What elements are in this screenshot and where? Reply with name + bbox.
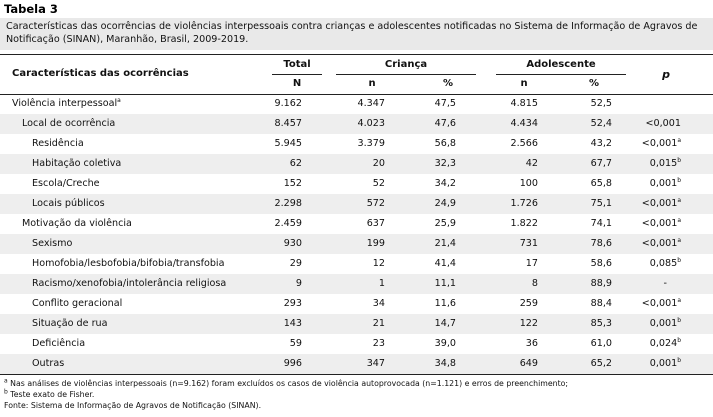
cell-crianca-pct: 14,7: [434, 318, 456, 329]
row-label-text: Deficiência: [32, 338, 86, 349]
cell-adolescente-n: 100: [519, 178, 538, 189]
cell-adolescente-pct: 58,6: [590, 258, 612, 269]
row-label-text: Outras: [32, 358, 65, 369]
cell-crianca-n: 637: [366, 218, 385, 229]
cell-crianca-pct: 11,6: [434, 298, 456, 309]
cell-total: 996: [283, 358, 302, 369]
table-row: [0, 134, 713, 154]
cell-p-sup: b: [677, 356, 681, 364]
cell-adolescente-pct: 52,4: [590, 118, 612, 129]
cell-total: 5.945: [274, 138, 302, 149]
header-characteristics: Características das ocorrências: [12, 68, 189, 79]
header-adolescente-pct: %: [588, 78, 600, 89]
cell-p-sup: b: [677, 256, 681, 264]
cell-p: [650, 178, 681, 189]
cell-crianca-pct: 47,6: [434, 118, 456, 129]
table-row: [0, 174, 713, 194]
cell-total: 152: [283, 178, 302, 189]
row-label: [32, 258, 224, 269]
cell-adolescente-n: 4.434: [510, 118, 538, 129]
row-label-text: Racismo/xenofobia/intolerância religiosa: [32, 278, 227, 289]
footnote-b: [4, 389, 568, 400]
cell-crianca-n: 1: [378, 278, 385, 289]
cell-p-text: 0,024: [649, 338, 678, 349]
cell-total: 9.162: [274, 98, 302, 109]
cell-crianca-pct: 34,8: [434, 358, 456, 369]
footnote-a: [4, 378, 568, 389]
cell-p-sup: a: [677, 196, 681, 204]
row-label-text: Residência: [32, 138, 84, 149]
header-crianca-n: n: [368, 78, 376, 89]
cell-adolescente-pct: 75,1: [590, 198, 612, 209]
cell-p-sup: a: [677, 296, 681, 304]
cell-p: [642, 138, 681, 149]
cell-crianca-pct: 39,0: [434, 338, 456, 349]
cell-crianca-n: 21: [372, 318, 385, 329]
row-label: [32, 278, 226, 289]
table-row: [0, 234, 713, 254]
cell-adolescente-pct: 78,6: [590, 238, 612, 249]
row-label-text: Motivação da violência: [22, 218, 132, 229]
row-label-text: Situação de rua: [32, 318, 108, 329]
row-label-text: Sexismo: [32, 238, 73, 249]
cell-adolescente-pct: 88,9: [590, 278, 612, 289]
table-row: [0, 354, 713, 374]
cell-crianca-n: 572: [366, 198, 385, 209]
header-total-n: N: [292, 78, 302, 89]
footnote-source: Fonte: Sistema de Informação de Agravos de Notificação (SINAN).: [4, 401, 262, 410]
cell-adolescente-n: 122: [519, 318, 538, 329]
cell-adolescente-pct: 61,0: [590, 338, 612, 349]
cell-p: [642, 298, 681, 309]
top-rule: [0, 54, 713, 55]
table-row: [0, 254, 713, 274]
header-adolescente: Adolescente: [526, 59, 596, 70]
cell-p-text: <0,001: [641, 138, 678, 149]
cell-adolescente-n: 1.726: [510, 198, 538, 209]
cell-crianca-pct: 11,1: [434, 278, 456, 289]
cell-crianca-pct: 32,3: [434, 158, 456, 169]
cell-p-text: <0,001: [641, 198, 678, 209]
cell-adolescente-pct: 65,2: [590, 358, 612, 369]
cell-p-text: <0,001: [641, 218, 678, 229]
cell-adolescente-n: 2.566: [510, 138, 538, 149]
cell-p-text: <0,001: [641, 238, 678, 249]
row-label: [22, 118, 115, 129]
cell-p-text: <0,001: [645, 118, 681, 129]
cell-total: 2.298: [274, 198, 302, 209]
cell-p: [650, 318, 681, 329]
cell-crianca-n: 23: [372, 338, 385, 349]
caption-box: [0, 18, 713, 50]
cell-adolescente-n: 731: [519, 238, 538, 249]
row-label: [32, 138, 84, 149]
header-crianca-pct: %: [442, 78, 454, 89]
cell-adolescente-n: 36: [525, 338, 538, 349]
cell-p: [645, 118, 681, 129]
cell-p-text: <0,001: [641, 298, 678, 309]
cell-crianca-n: 4.347: [357, 98, 385, 109]
header-p: p: [662, 68, 670, 81]
row-label-text: Habitação coletiva: [32, 158, 122, 169]
row-label: [32, 338, 85, 349]
row-label: [32, 238, 72, 249]
row-label-text: Violência interpessoal: [12, 98, 118, 109]
cell-p-text: 0,015: [649, 158, 678, 169]
cell-p: [650, 158, 681, 169]
cell-p: [650, 358, 681, 369]
cell-total: 8.457: [274, 118, 302, 129]
footnote-b-text: Teste exato de Fisher.: [7, 390, 95, 399]
row-label: [32, 298, 122, 309]
cell-crianca-pct: 47,5: [434, 98, 456, 109]
crianca-group-rule: [336, 74, 476, 75]
cell-p-sup: b: [677, 336, 681, 344]
row-label-text: Escola/Creche: [32, 178, 100, 189]
row-label: [22, 218, 132, 229]
adolescente-group-rule: [496, 74, 626, 75]
cell-total: 59: [289, 338, 302, 349]
footnote-b-marker: b: [4, 388, 8, 396]
cell-crianca-n: 20: [372, 158, 385, 169]
cell-adolescente-pct: 65,8: [590, 178, 612, 189]
row-label: [32, 158, 121, 169]
table-row: [0, 334, 713, 354]
cell-total: 143: [283, 318, 302, 329]
cell-p: [650, 258, 681, 269]
cell-total: 293: [283, 298, 302, 309]
table-footnotes: [4, 378, 568, 411]
cell-p-sup: b: [677, 176, 681, 184]
cell-adolescente-pct: 67,7: [590, 158, 612, 169]
cell-crianca-n: 4.023: [357, 118, 385, 129]
row-label-text: Conflito geracional: [32, 298, 123, 309]
cell-crianca-pct: 34,2: [434, 178, 456, 189]
header-crianca: Criança: [384, 59, 428, 70]
row-label: [12, 98, 121, 109]
cell-p-sup: a: [677, 236, 681, 244]
cell-p-text: 0,001: [649, 178, 678, 189]
footnote-a-marker: a: [4, 377, 8, 385]
cell-adolescente-n: 4.815: [510, 98, 538, 109]
cell-crianca-n: 12: [372, 258, 385, 269]
cell-total: 2.459: [274, 218, 302, 229]
cell-p-text: 0,085: [649, 258, 678, 269]
footnote-a-text: Nas análises de violências interpessoais (n=9.162) foram excluídos os casos de violência autoprovocada (n=1.121) e erros de preenchimento;: [7, 379, 569, 388]
cell-adolescente-n: 1.822: [510, 218, 538, 229]
cell-adolescente-n: 17: [525, 258, 538, 269]
cell-adolescente-n: 42: [525, 158, 538, 169]
row-label-text: Locais públicos: [32, 198, 105, 209]
cell-crianca-pct: 41,4: [434, 258, 456, 269]
cell-crianca-pct: 21,4: [434, 238, 456, 249]
cell-p-sup: b: [677, 316, 681, 324]
row-label: [32, 318, 108, 329]
cell-p-sup: a: [677, 136, 681, 144]
table-row: [0, 314, 713, 334]
cell-crianca-n: 3.379: [357, 138, 385, 149]
row-label: [32, 358, 64, 369]
header-total: Total: [283, 59, 311, 70]
total-group-rule: [272, 74, 322, 75]
cell-p-text: -: [663, 278, 667, 289]
cell-p-sup: a: [677, 216, 681, 224]
cell-crianca-pct: 24,9: [434, 198, 456, 209]
cell-crianca-pct: 25,9: [434, 218, 456, 229]
cell-total: 930: [283, 238, 302, 249]
row-label: [32, 178, 100, 189]
cell-adolescente-pct: 85,3: [590, 318, 612, 329]
cell-crianca-n: 52: [372, 178, 385, 189]
cell-adolescente-n: 8: [531, 278, 538, 289]
table-label: Tabela 3: [4, 2, 58, 16]
table-row: [0, 194, 713, 214]
row-label-text: Homofobia/lesbofobia/bifobia/transfobia: [32, 258, 225, 269]
cell-crianca-n: 199: [366, 238, 385, 249]
cell-adolescente-pct: 52,5: [590, 98, 612, 109]
cell-total: 62: [289, 158, 302, 169]
cell-adolescente-pct: 74,1: [590, 218, 612, 229]
cell-p: [664, 278, 667, 289]
header-adolescente-n: n: [520, 78, 528, 89]
cell-crianca-n: 347: [366, 358, 385, 369]
cell-p: [642, 198, 681, 209]
cell-adolescente-n: 259: [519, 298, 538, 309]
table-row: [0, 214, 713, 234]
cell-adolescente-pct: 88,4: [590, 298, 612, 309]
cell-p: [642, 238, 681, 249]
table-bottom-rule: [0, 374, 713, 375]
table-row: [0, 154, 713, 174]
cell-crianca-pct: 56,8: [434, 138, 456, 149]
cell-adolescente-pct: 43,2: [590, 138, 612, 149]
cell-adolescente-n: 649: [519, 358, 538, 369]
table-row: [0, 294, 713, 314]
cell-p: [650, 338, 681, 349]
cell-p: [642, 218, 681, 229]
cell-p-text: 0,001: [649, 318, 678, 329]
cell-total: 9: [295, 278, 302, 289]
row-label-text: Local de ocorrência: [22, 118, 116, 129]
table-row: [0, 274, 713, 294]
row-label-sup: a: [117, 96, 121, 104]
table-row: [0, 114, 713, 134]
table-row: [0, 94, 713, 114]
cell-p-text: 0,001: [649, 358, 678, 369]
cell-crianca-n: 34: [372, 298, 385, 309]
cell-p-sup: b: [677, 156, 681, 164]
row-label: [32, 198, 105, 209]
table-caption: Características das ocorrências de violências interpessoais contra crianças e adolescentes notificadas no Sistema de Informação de Agravos de Notificação (SINAN), Maranhão, Brasil, 2009-2019.: [6, 21, 698, 45]
cell-total: 29: [289, 258, 302, 269]
